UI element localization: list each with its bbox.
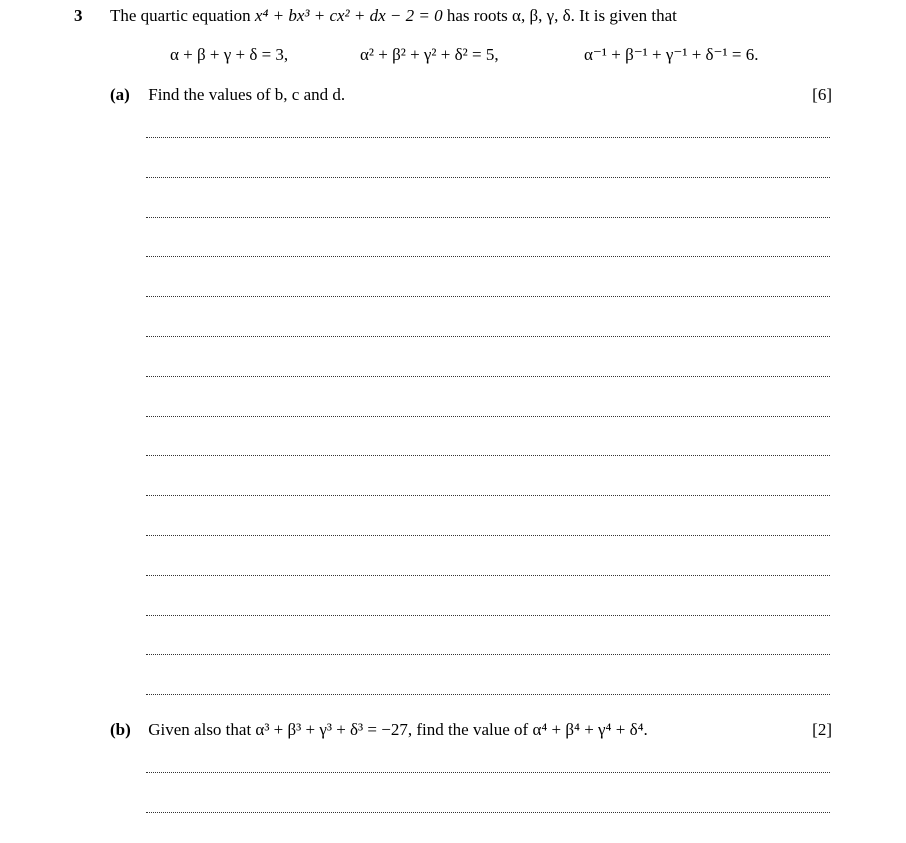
part-b-text: Given also that α³ + β³ + γ³ + δ³ = −27, find the value of α⁴ + β⁴ + γ⁴ + δ⁴. [148,720,648,739]
answer-line[interactable] [146,137,830,138]
stem-prefix: The quartic equation [110,6,251,25]
answer-line[interactable] [146,376,830,377]
part-b-label: (b) [110,720,131,739]
question-number: 3 [74,6,83,25]
given-sum-reciprocals: α⁻¹ + β⁻¹ + γ⁻¹ + δ⁻¹ = 6. [584,45,759,64]
answer-line[interactable] [146,217,830,218]
given-sum-squares: α² + β² + γ² + δ² = 5, [360,45,499,64]
given-sum-roots: α + β + γ + δ = 3, [170,45,289,64]
answer-line[interactable] [146,495,830,496]
answer-line[interactable] [146,177,830,178]
part-a-label: (a) [110,85,130,104]
answer-line[interactable] [146,694,830,695]
answer-line[interactable] [146,256,830,257]
quartic-equation: x⁴ + bx³ + cx² + dx − 2 = 0 [254,6,443,25]
answer-line[interactable] [146,575,830,576]
answer-line[interactable] [146,296,830,297]
part-a-text: Find the values of b, c and d. [148,85,346,104]
answer-line[interactable] [146,654,830,655]
part-a-prompt [110,85,345,105]
answer-line[interactable] [146,336,830,337]
question-stem [110,6,677,26]
part-b-prompt [110,720,648,740]
answer-line[interactable] [146,455,830,456]
answer-line[interactable] [146,615,830,616]
answer-line[interactable] [146,535,830,536]
answer-line[interactable] [146,812,830,813]
part-a-marks: [6] [812,85,832,104]
stem-suffix: has roots α, β, γ, δ. It is given that [446,6,677,25]
answer-line[interactable] [146,416,830,417]
answer-line[interactable] [146,772,830,773]
part-b-marks: [2] [812,720,832,739]
